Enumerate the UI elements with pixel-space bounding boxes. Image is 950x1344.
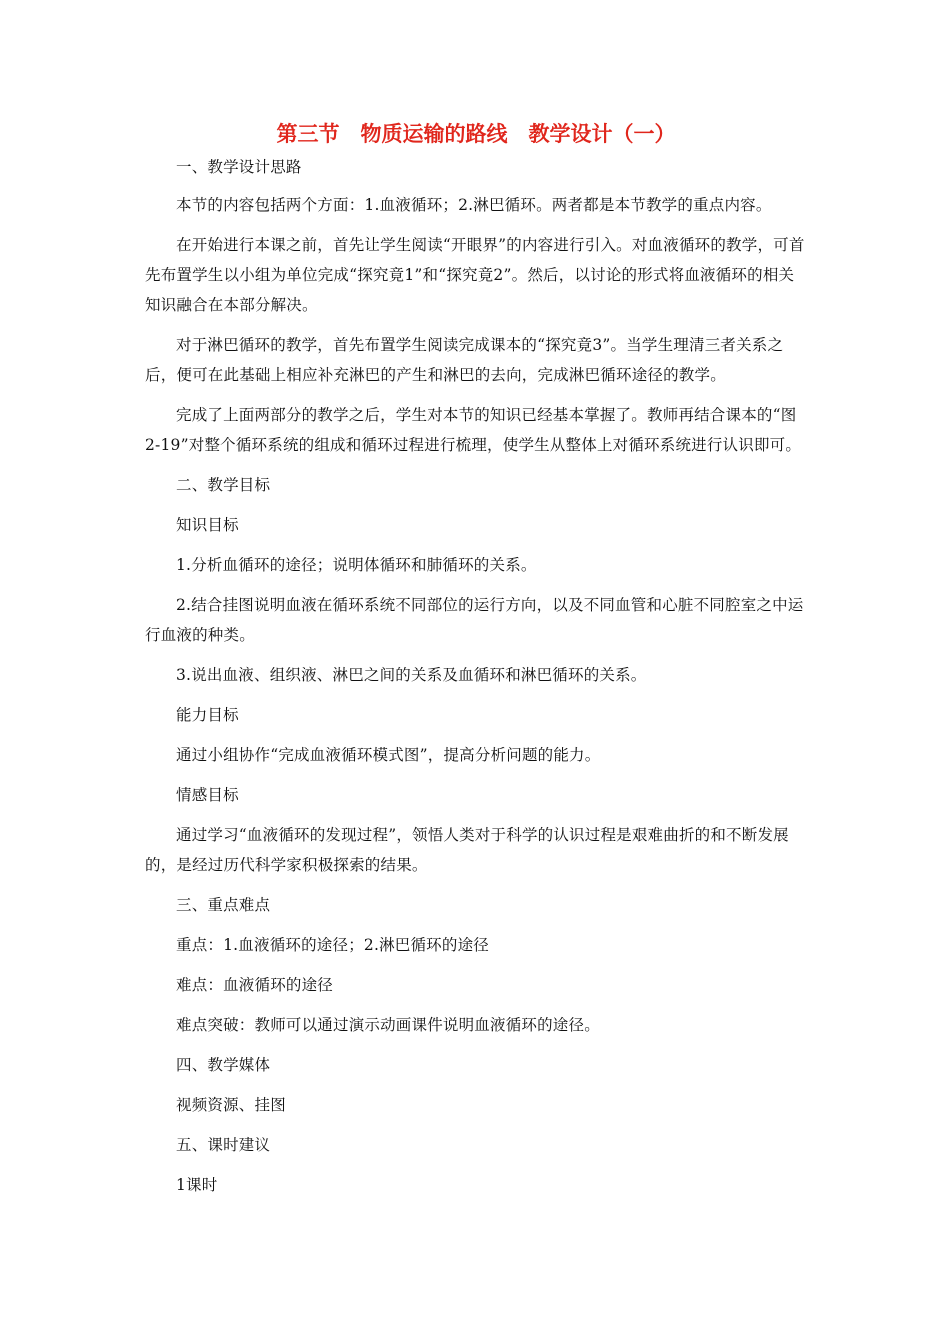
document-title: 第三节 物质运输的路线 教学设计（一） (276, 121, 676, 146)
key-points: 重点：1.血液循环的途径；2.淋巴循环的途径 (176, 936, 489, 954)
heading-design-idea: 一、教学设计思路 (176, 158, 302, 176)
subheading-knowledge-goals: 知识目标 (176, 516, 239, 534)
ability-goal: 通过小组协作“完成血液循环模式图”，提高分析问题的能力。 (176, 746, 601, 764)
heading-teaching-media: 四、教学媒体 (176, 1056, 271, 1074)
difficult-points: 难点：血液循环的途径 (176, 976, 334, 994)
subheading-emotion-goals: 情感目标 (176, 786, 239, 804)
paragraph-content-overview: 本节的内容包括两个方面：1.血液循环；2.淋巴循环。两者都是本节教学的重点内容。 (176, 196, 772, 214)
knowledge-goal-3: 3.说出血液、组织液、淋巴之间的关系及血循环和淋巴循环的关系。 (176, 666, 647, 684)
knowledge-goal-2: 2.结合挂图说明血液在循环系统不同部位的运行方向，以及不同血管和心脏不同腔室之中运行血液的种类。 (145, 596, 804, 644)
heading-class-hours: 五、课时建议 (176, 1136, 271, 1154)
emotion-goal: 通过学习“血液循环的发现过程”，领悟人类对于科学的认识过程是艰难曲折的和不断发展的，是经过历代科学家积极探索的结果。 (145, 826, 789, 874)
difficulty-breakthrough: 难点突破：教师可以通过演示动画课件说明血液循环的途径。 (176, 1016, 600, 1034)
heading-key-points: 三、重点难点 (176, 896, 271, 914)
paragraph-blood-circulation-teaching: 在开始进行本课之前，首先让学生阅读“开眼界”的内容进行引入。对血液循环的教学，可首先布置学生以小组为单位完成“探究竟1”和“探究竟2”。然后，以讨论的形式将血液循环的相关知识融合在本部分解决。 (145, 236, 805, 314)
knowledge-goal-1: 1.分析血循环的途径；说明体循环和肺循环的关系。 (176, 556, 537, 574)
class-hours: 1课时 (176, 1176, 218, 1194)
teaching-media: 视频资源、挂图 (176, 1096, 286, 1114)
subheading-ability-goals: 能力目标 (176, 706, 239, 724)
document-page (145, 118, 807, 1210)
heading-teaching-goals: 二、教学目标 (176, 476, 271, 494)
paragraph-lymph-circulation-teaching: 对于淋巴循环的教学，首先布置学生阅读完成课本的“探究竟3”。当学生理清三者关系之后，便可在此基础上相应补充淋巴的产生和淋巴的去向，完成淋巴循环途径的教学。 (145, 336, 784, 384)
paragraph-summary-teaching: 完成了上面两部分的教学之后，学生对本节的知识已经基本掌握了。教师再结合课本的“图2-19”对整个循环系统的组成和循环过程进行梳理，使学生从整体上对循环系统进行认识即可。 (145, 406, 802, 454)
